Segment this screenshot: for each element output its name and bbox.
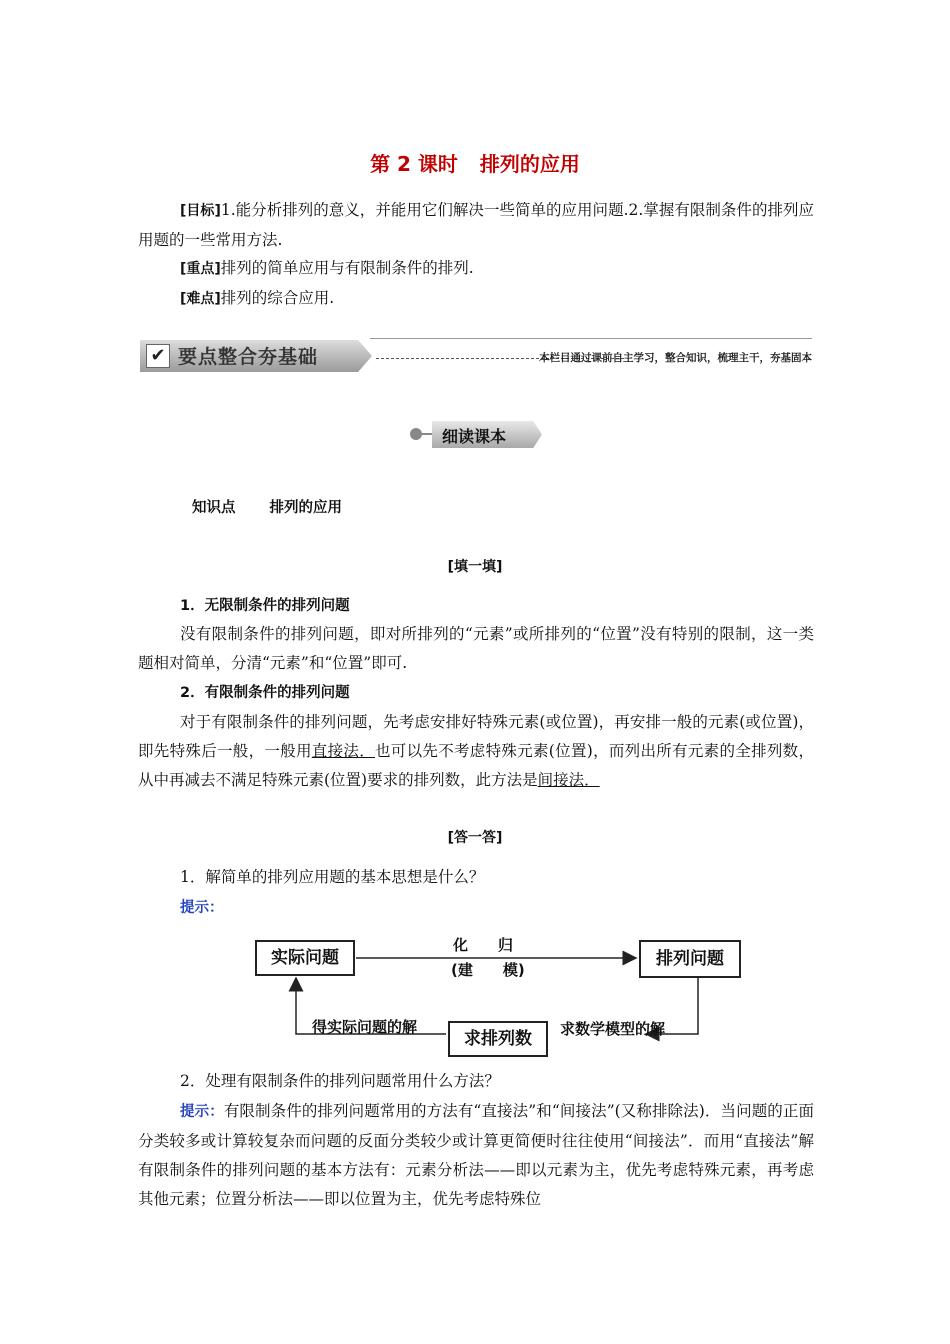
fill-item2-text-a: 对于有限制条件的排列问题，先考虑安排好特殊元素(或位置)，再安排一般的元素(或位置)，即先特殊后一般，一般用 [138,713,814,760]
node-count: 求排列数 [448,1021,548,1057]
pill-label: 细读课本 [442,427,507,446]
goal-paragraph [138,196,814,255]
page-title [0,148,950,177]
goal-tag: [目标] [180,203,221,219]
fill-item1-text: 没有限制条件的排列问题，即对所排列的“元素”或所排列的“位置”没有特别的限制，这一类题相对简单，分清“元素”和“位置”即可. [138,625,814,672]
title-lesson: 第 2 课时 [370,152,458,176]
knowledge-heading [192,493,868,523]
section-banner [140,338,812,376]
title-topic: 排列的应用 [479,152,580,176]
hint-1 [180,893,856,923]
hint-2-text: 有限制条件的排列问题常用的方法有“直接法”和“间接法”(又称排除法)．当问题的正面分类较多或计算较复杂而问题的反面分类较少或计算更简便时往往使用“间接法”．而用“直接法”解有限制条件的排列问题的基本方法有：元素分析法——即以元素为主，优先考虑特殊元素，再考虑其他元素；位置分析法——即以位置为主，优先考虑特殊位 [138,1102,815,1208]
fill-answer-direct: 直接法． [311,742,375,760]
answer-heading: [答一答] [447,830,503,846]
fill-item2-title: 2．有限制条件的排列问题 [180,685,350,701]
knowledge-topic: 排列的应用 [269,500,342,516]
hint-label: 提示： [180,900,224,916]
fill-item1-title: 1．无限制条件的排列问题 [180,598,350,614]
check-icon: ✔ [146,344,170,368]
label-model-solution: 求数学模型的解 [560,1020,666,1038]
key-tag: [重点] [180,261,221,277]
pill-lead-line [420,433,434,435]
knowledge-label: 知识点 [192,500,236,516]
key-paragraph [138,254,814,284]
node-real-problem: 实际问题 [255,940,355,976]
difficult-paragraph [138,284,814,314]
question-1: 1．解简单的排列应用题的基本思想是什么？ [180,868,485,886]
key-text: 排列的简单应用与有限制条件的排列. [220,259,474,277]
banner-label: 要点整合夯基础 [178,346,319,368]
section-pill [410,420,540,450]
fill-heading: [填一填] [447,559,503,575]
difficult-text: 排列的综合应用. [220,289,335,307]
hint-label-2: 提示： [180,1104,224,1120]
fill-item2-text-b: 也可以先不考虑特殊元素(位置)，而列出所有元素的全排列数，从中再减去不满足特殊元素(位置)要求的排列数，此方法是 [138,742,814,789]
fill-item2-text [138,708,814,795]
hint-2 [138,1097,814,1214]
label-model: (建 模) [451,961,525,979]
banner-top-line [370,338,812,339]
node-permutation-problem: 排列问题 [639,940,741,978]
label-reduce: 化 归 [453,936,514,954]
banner-note: 本栏目通过课前自主学习，整合知识，梳理主干，夯基固本 [539,352,812,364]
difficult-tag: [难点] [180,291,221,307]
label-real-solution: 得实际问题的解 [312,1018,418,1036]
goal-text: 1.能分析排列的意义，并能用它们解决一些简单的应用问题.2.掌握有限制条件的排列应用题的一些常用方法. [138,201,815,249]
fill-answer-indirect: 间接法． [537,771,600,789]
question-2: 2．处理有限制条件的排列问题常用什么方法？ [180,1072,500,1090]
concept-diagram [250,928,750,1058]
